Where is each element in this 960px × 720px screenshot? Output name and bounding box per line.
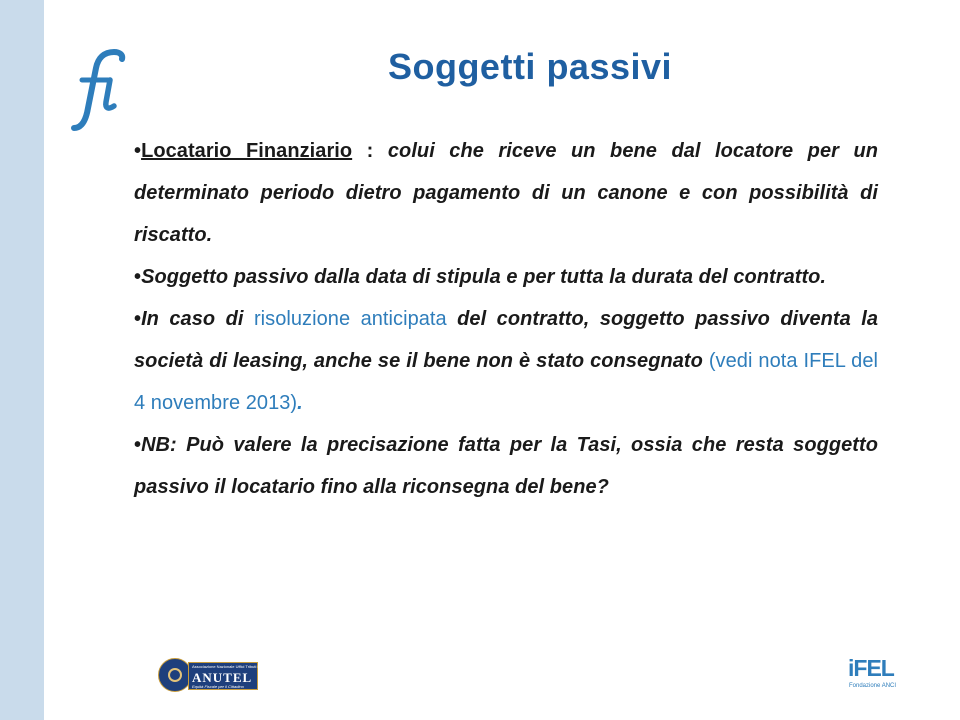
bullet-locatario: [134, 130, 878, 256]
highlight-risoluzione-anticipata: risoluzione anticipata: [253, 308, 447, 330]
anutel-association-name: Associazione Nazionale Uffici Tributi Enti Locali: [192, 664, 276, 669]
term-separator: :: [352, 140, 388, 162]
anutel-badge: [188, 662, 276, 690]
bullet-text: colui che riceve un bene dal locatore per un determinato periodo dietro pagamento di un canone e con possibilità di riscatto.: [134, 140, 878, 246]
bullet-risoluzione: [134, 298, 878, 424]
bullet-list: [134, 130, 878, 508]
bullet-text: Soggetto passivo dalla data di stipula e per tutta la durata del contratto.: [141, 266, 827, 288]
bullet-marker: •: [134, 266, 142, 288]
anutel-name: ANUTEL: [192, 670, 253, 685]
left-sidebar-band: [0, 0, 44, 720]
ifel-name: iFEL: [848, 655, 894, 681]
bullet-soggetto-passivo: [134, 256, 878, 298]
anutel-emblem-icon: [158, 658, 192, 692]
bullet-marker: •: [134, 308, 142, 330]
anutel-tagline: Equità Fiscale per il Cittadino: [192, 684, 244, 689]
bullet-text: NB: Può valere la precisazione fatta per la Tasi, ossia che resta soggetto passivo il locatario fino alla riconsegna del bene?: [134, 434, 878, 498]
bullet-marker: •: [134, 434, 142, 456]
bullet-nb: [134, 424, 878, 508]
anutel-logo: [158, 658, 276, 692]
bullet-text-end: .: [297, 392, 303, 414]
term-locatario-finanziario: Locatario Finanziario: [141, 140, 353, 162]
bullet-marker: •: [134, 140, 142, 162]
bullet-text-mid: del contratto, soggetto passivo diventa la società di leasing, anche se il bene non è stato consegnato: [134, 308, 879, 372]
bullet-text-pre: In caso di: [141, 308, 254, 330]
ifel-logo: [848, 655, 904, 695]
slide-title: Soggetti passivi: [387, 46, 673, 87]
fi-logo-icon: [60, 44, 130, 134]
ifel-subtitle: Fondazione ANCI: [849, 683, 897, 689]
reference-nota-ifel: (vedi nota IFEL del 4 novembre 2013): [134, 350, 878, 414]
